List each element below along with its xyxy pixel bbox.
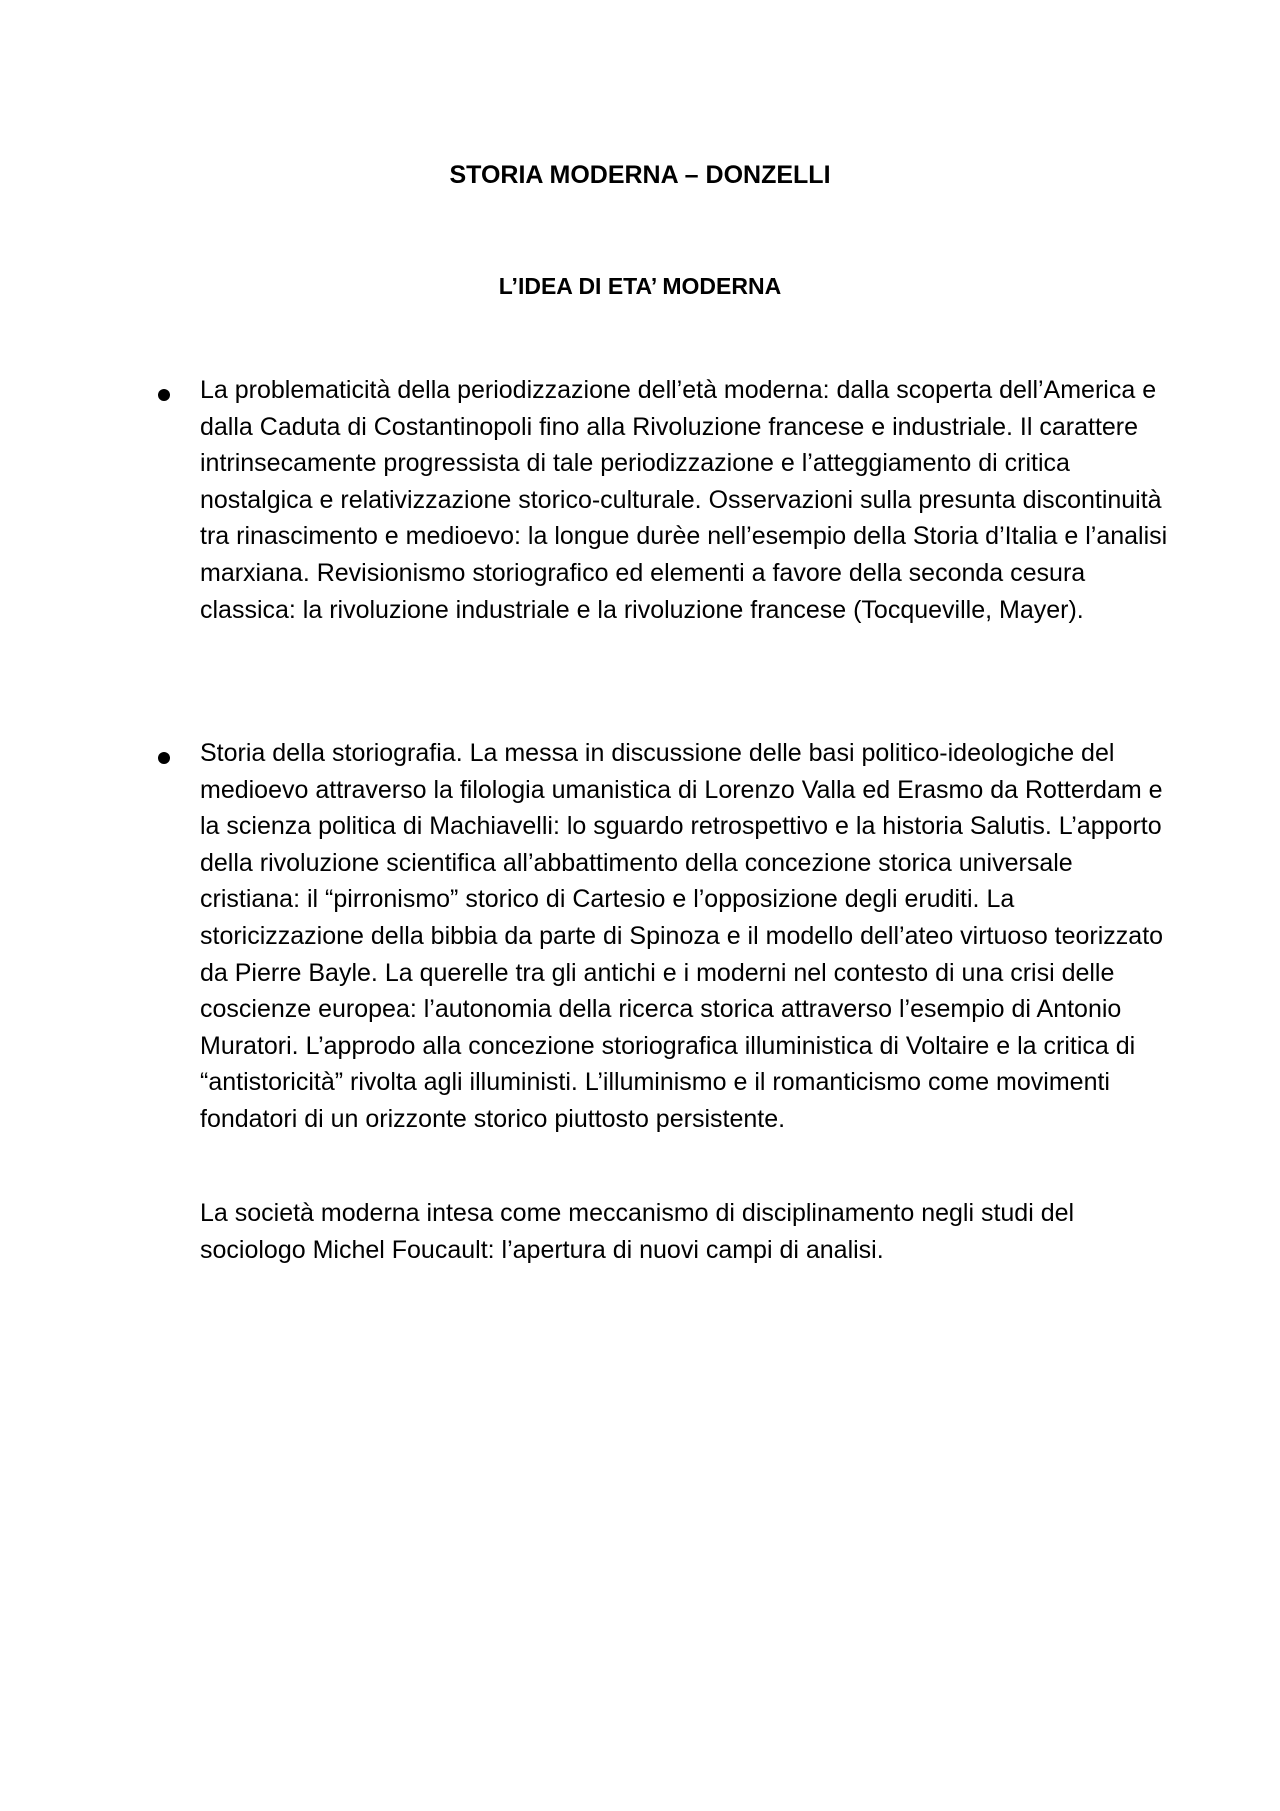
paragraph-historiography: Storia della storiografia. La messa in discussione delle basi politico-ideologiche del medioevo attraverso la filologia umanistica di Lorenzo Valla ed Erasmo da Rotterdam e la scienza politica di Machiavelli: lo sguardo retrospettivo e la historia Salutis. L’apporto della rivoluzione scientifica all’abbattimento della concezione storica universale cristiana: il “pirronismo” storico di Cartesio e l’opposizione degli eruditi. La storicizzazione della bibbia da parte di Spinoza e il modello dell’ateo virtuoso teorizzato da Pierre Bayle. La querelle tra gli antichi e i moderni nel contesto di una crisi delle coscienze europea: l’autonomia della ricerca storica attraverso l’esempio di Antonio Muratori. L’approdo alla concezione storiografica illuministica di Voltaire e la critica di “antistoricità” rivolta agli illuministi. L’illuminismo e il romanticismo come movimenti fondatori di un orizzonte storico piuttosto persistente. [200, 739, 1164, 1133]
paragraph-periodization: La problematicità della periodizzazione dell’età moderna: dalla scoperta dell’America e dalla Caduta di Costantinopoli fino alla Rivoluzione francese e industriale. Il carattere intrinsecamente progressista di tale periodizzazione e l’atteggiamento di critica nostalgica e relativizzazione storico-culturale. Osservazioni sulla presunta discontinuità tra rinascimento e medioevo: la longue durèe nell’esempio della Storia d’Italia e l’analisi marxiana. Revisionismo storiografico ed elementi a favore della seconda cesura classica: la rivoluzione industriale e la rivoluzione francese (Tocqueville, Mayer). [200, 376, 1168, 624]
section-heading: L’IDEA DI ETA’ MODERNA [498, 273, 782, 299]
bullet-icon [158, 389, 170, 401]
document-title: STORIA MODERNA – DONZELLI [449, 161, 831, 189]
bullet-icon [158, 752, 170, 764]
paragraph-foucault: La società moderna intesa come meccanismo di disciplinamento negli studi del sociologo Michel Foucault: l’apertura di nuovi campi di analisi. [200, 1199, 1075, 1264]
